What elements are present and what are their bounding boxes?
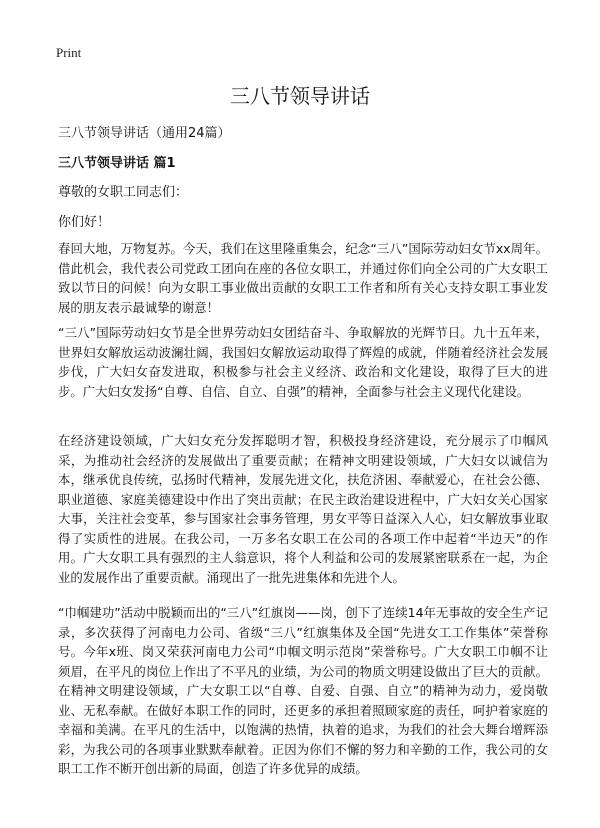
paragraph: 在经济建设领域，广大妇女充分发挥聪明才智，积极投身经济建设，充分展示了巾帼风采，为推动社会经济的发展做出了重要贡献；在精神文明建设领域，广大妇女以诚信为本，继承优良传统，弘扬时代精神，发展先进文化，扶危济困、奉献爱心，在社会公德、职业道德、家庭美德建设中作出了突出贡献；在民主政治建设进程中，广大妇女关心国家大事，关注社会变革，参与国家社会事务管理，男女平等日益深入人心，妇女解放事业取得了实质性的进展。在我公司，一万多名女职工在公司的各项工作中起着“半边天”的作用。广大女职工具有强烈的主人翁意识，将个人利益和公司的发展紧密联系在一起，为企业的发展作出了重要贡献。涌现出了一批先进集体和先进个人。 [58,433,548,585]
document-subtitle: 三八节领导讲话（通用24篇） [58,126,231,141]
section-heading: 三八节领导讲话 篇1 [58,156,176,171]
paragraph: 春回大地，万物复苏。今天，我们在这里隆重集会，纪念“三八”国际劳动妇女节xx周年。借此机会，我代表公司党政工团向在座的各位女职工，并通过你们向全公司的广大女职工致以节日的问候！向为女职工事业做出贡献的女职工工作者和所有关心支持女职工事业发展的朋友表示最诚挚的谢意！ [58,241,548,315]
greeting: 你们好！ [58,215,111,230]
paragraph: “巾帼建功”活动中脱颖而出的“三八”红旗岗——岗，创下了连续14年无事故的安全生产记录，多次获得了河南电力公司、省级“三八”红旗集体及全国“先进女工工作集体”荣誉称号。今年x班、岗又荣获河南电力公司“巾帼文明示范岗”荣誉称号。广大女职工巾帼不让须眉，在平凡的岗位上作出了不平凡的业绩，为公司的物质文明建设做出了巨大的贡献。在精神文明建设领域，广大女职工以“自尊、自爱、自强、自立”的精神为动力，爱岗敬业、无私奉献。在做好本职工作的同时，还更多的承担着照顾家庭的责任，呵护着家庭的幸福和美满。在平凡的生活中，以饱满的热情，执着的追求，为我们的社会大舞台增辉添彩，为我公司的各项事业默默奉献着。正因为你们不懈的努力和辛勤的工作，我公司的女职工工作不断开创出新的局面，创造了许多优异的成绩。 [58,605,548,776]
salutation: 尊敬的女职工同志们： [58,185,189,200]
print-label: Print [56,45,82,60]
document-title: 三八节领导讲话 [230,84,370,108]
paragraph: “三八”国际劳动妇女节是全世界劳动妇女团结奋斗、争取解放的光辉节日。九十五年来，世界妇女解放运动波澜壮阔，我国妇女解放运动取得了辉煌的成就，伴随着经济社会发展步伐，广大妇女奋发进取，积极参与社会主义经济、政治和文化建设，取得了巨大的进步。广大妇女发扬“自尊、自信、自立、自强”的精神，全面参与社会主义现代化建设。 [58,325,548,399]
